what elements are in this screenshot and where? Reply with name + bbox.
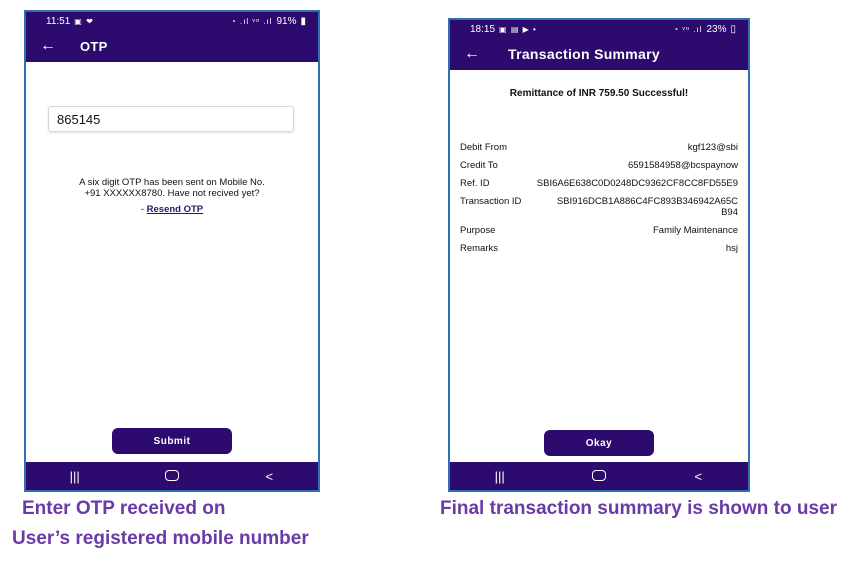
system-nav-bar	[450, 462, 748, 490]
nav-back-icon[interactable]: <	[694, 468, 703, 484]
battery-icon: ▮	[300, 15, 306, 27]
status-bar	[26, 12, 318, 30]
resend-row	[26, 204, 318, 215]
notification-icons: ▣ ❤	[74, 16, 94, 26]
summary-row-remarks	[460, 243, 738, 254]
app-bar	[450, 38, 748, 70]
caption-summary: Final transaction summary is shown to user	[440, 498, 837, 519]
system-nav-bar	[26, 462, 318, 490]
summary-row-purpose	[460, 225, 738, 236]
summary-label: Transaction ID	[460, 196, 522, 207]
summary-label: Debit From	[460, 142, 507, 153]
nav-back-icon[interactable]: <	[265, 468, 274, 484]
battery-level: 91%	[276, 15, 297, 27]
status-time: 11:51	[46, 15, 71, 27]
summary-value: hsj	[725, 243, 738, 254]
transaction-summary-screen	[448, 18, 750, 492]
summary-row-credit-to	[460, 160, 738, 171]
otp-phone-screen	[24, 10, 320, 492]
page-title: OTP	[80, 38, 108, 54]
resend-otp-link[interactable]: Resend OTP	[146, 204, 204, 215]
summary-label: Credit To	[460, 160, 498, 171]
page-title: Transaction Summary	[508, 46, 660, 62]
notification-icons: ▣ ▤ ▶ •	[499, 24, 537, 34]
summary-value: Family Maintenance	[652, 225, 738, 236]
summary-row-transaction-id	[460, 196, 738, 218]
status-time: 18:15	[470, 23, 496, 35]
summary-value: 6591584958@bcspaynow	[627, 160, 738, 171]
okay-button[interactable]: Okay	[544, 430, 654, 456]
home-icon[interactable]	[152, 469, 192, 484]
signal-icons: ◔ ᵛᵒ .ıl	[673, 24, 703, 34]
recents-icon[interactable]: |||	[69, 468, 80, 484]
otp-message	[46, 177, 298, 199]
back-arrow-icon[interactable]: ←	[464, 45, 480, 62]
summary-row-debit-from	[460, 142, 738, 153]
recents-icon[interactable]: |||	[494, 468, 505, 484]
remittance-message: Remittance of INR 759.50 Successful!	[509, 88, 689, 99]
battery-icon: ▯	[730, 23, 736, 35]
summary-label: Ref. ID	[460, 178, 490, 189]
summary-label: Purpose	[460, 225, 496, 236]
resend-prefix: -	[140, 204, 145, 215]
otp-message-line1: A six digit OTP has been sent on Mobile No.	[79, 177, 265, 188]
submit-button[interactable]: Submit	[112, 428, 232, 454]
app-bar	[26, 30, 318, 62]
status-bar	[450, 20, 748, 38]
summary-value: SBI6A6E638C0D0248DC9362CF8CC8FD55E9	[536, 178, 738, 189]
summary-value: kgf123@sbi	[687, 142, 738, 153]
otp-message-line2: +91 XXXXXX8780. Have not recived yet?	[84, 188, 260, 199]
summary-row-ref-id	[460, 178, 738, 189]
caption-otp-line1: Enter OTP received on	[22, 498, 226, 519]
battery-level: 23%	[706, 23, 727, 35]
summary-details	[460, 142, 738, 261]
summary-value: SBI916DCB1A886C4FC893B346942A65CB94	[556, 196, 738, 218]
signal-icons: ◔ .ıl ᵛᵒ .ıl	[230, 16, 273, 26]
back-arrow-icon[interactable]: ←	[40, 37, 56, 54]
otp-input[interactable]: 865145	[48, 106, 294, 132]
caption-otp-line2: User’s registered mobile number	[12, 528, 309, 549]
summary-label: Remarks	[460, 243, 499, 254]
home-icon[interactable]	[579, 469, 619, 484]
